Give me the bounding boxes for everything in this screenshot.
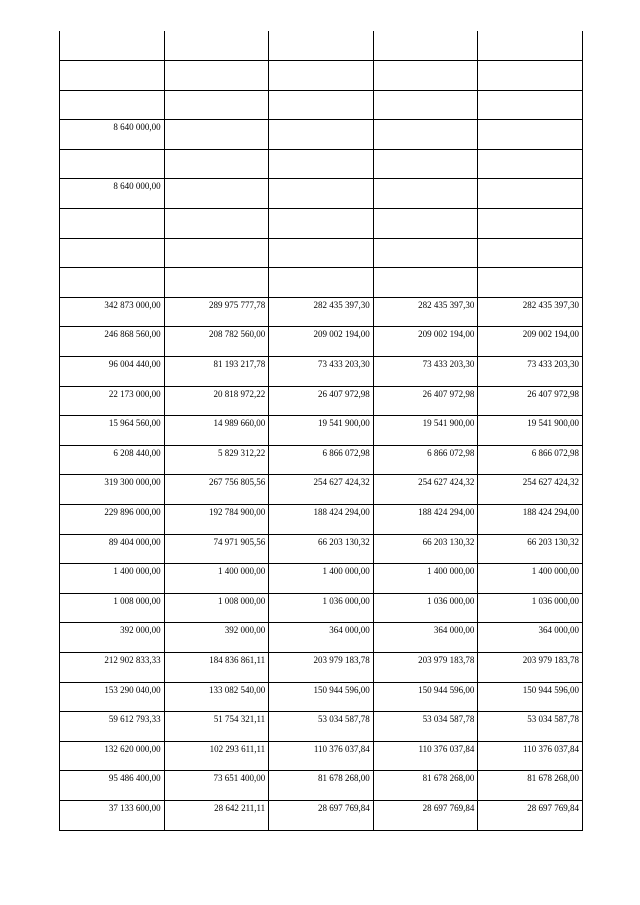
table-cell: 188 424 294,00 xyxy=(478,505,583,535)
table-cell: 73 433 203,30 xyxy=(478,357,583,387)
table-cell: 208 782 560,00 xyxy=(164,327,269,357)
table-cell: 282 435 397,30 xyxy=(478,297,583,327)
table-cell: 1 036 000,00 xyxy=(478,593,583,623)
table-row xyxy=(60,327,583,357)
table-cell: 59 612 793,33 xyxy=(60,712,165,742)
table-cell: 150 944 596,00 xyxy=(269,682,374,712)
table-cell: 66 203 130,32 xyxy=(269,534,374,564)
table-cell: 102 293 611,11 xyxy=(164,741,269,771)
table-row xyxy=(60,593,583,623)
table-cell: 53 034 587,78 xyxy=(269,712,374,742)
table-cell: 19 541 900,00 xyxy=(478,416,583,446)
table-cell: 1 400 000,00 xyxy=(373,564,478,594)
table-cell xyxy=(373,31,478,61)
table-cell: 14 989 660,00 xyxy=(164,416,269,446)
table-cell: 74 971 905,56 xyxy=(164,534,269,564)
table-cell: 212 902 833,33 xyxy=(60,652,165,682)
table-cell xyxy=(478,179,583,209)
table-cell: 96 004 440,00 xyxy=(60,357,165,387)
table-cell: 289 975 777,78 xyxy=(164,297,269,327)
table-cell: 364 000,00 xyxy=(269,623,374,653)
table-cell: 203 979 183,78 xyxy=(373,652,478,682)
table-row xyxy=(60,357,583,387)
table-cell: 8 640 000,00 xyxy=(60,120,165,150)
table-cell: 282 435 397,30 xyxy=(269,297,374,327)
table-cell: 192 784 900,00 xyxy=(164,505,269,535)
table-cell: 153 290 040,00 xyxy=(60,682,165,712)
table-row xyxy=(60,682,583,712)
table-cell: 1 400 000,00 xyxy=(164,564,269,594)
table-row xyxy=(60,534,583,564)
table-cell xyxy=(164,238,269,268)
table-cell: 26 407 972,98 xyxy=(269,386,374,416)
table-cell: 1 036 000,00 xyxy=(373,593,478,623)
table-cell: 254 627 424,32 xyxy=(478,475,583,505)
table-cell xyxy=(373,238,478,268)
table-row xyxy=(60,564,583,594)
table-cell: 150 944 596,00 xyxy=(478,682,583,712)
table-cell: 203 979 183,78 xyxy=(478,652,583,682)
table-cell xyxy=(373,120,478,150)
table-cell: 209 002 194,00 xyxy=(269,327,374,357)
table-cell: 188 424 294,00 xyxy=(269,505,374,535)
table-row xyxy=(60,90,583,120)
table-cell xyxy=(164,149,269,179)
table-cell: 319 300 000,00 xyxy=(60,475,165,505)
table-cell: 26 407 972,98 xyxy=(478,386,583,416)
table-row xyxy=(60,61,583,91)
table-cell xyxy=(269,31,374,61)
table-cell xyxy=(269,238,374,268)
table-cell: 209 002 194,00 xyxy=(373,327,478,357)
table-cell xyxy=(478,120,583,150)
table-cell: 19 541 900,00 xyxy=(269,416,374,446)
table-cell xyxy=(60,238,165,268)
table-cell: 6 866 072,98 xyxy=(269,445,374,475)
table-cell: 364 000,00 xyxy=(478,623,583,653)
table-cell xyxy=(60,268,165,298)
table-cell: 1 400 000,00 xyxy=(269,564,374,594)
table-row xyxy=(60,238,583,268)
table-cell: 188 424 294,00 xyxy=(373,505,478,535)
table-cell: 19 541 900,00 xyxy=(373,416,478,446)
table-cell xyxy=(478,61,583,91)
table-cell xyxy=(60,31,165,61)
table-row xyxy=(60,209,583,239)
table-cell xyxy=(164,268,269,298)
table-cell: 26 407 972,98 xyxy=(373,386,478,416)
table-cell: 81 193 217,78 xyxy=(164,357,269,387)
table-cell xyxy=(269,90,374,120)
table-cell: 53 034 587,78 xyxy=(478,712,583,742)
table-cell xyxy=(478,31,583,61)
table-cell: 73 433 203,30 xyxy=(373,357,478,387)
table-cell: 364 000,00 xyxy=(373,623,478,653)
table-cell xyxy=(164,120,269,150)
table-cell: 5 829 312,22 xyxy=(164,445,269,475)
table-cell xyxy=(478,238,583,268)
table-row xyxy=(60,31,583,61)
table-cell: 81 678 268,00 xyxy=(269,771,374,801)
table-cell: 66 203 130,32 xyxy=(478,534,583,564)
table-cell xyxy=(269,61,374,91)
table-cell: 1 400 000,00 xyxy=(478,564,583,594)
table-cell: 246 868 560,00 xyxy=(60,327,165,357)
table-cell: 203 979 183,78 xyxy=(269,652,374,682)
table-cell: 81 678 268,00 xyxy=(478,771,583,801)
table-cell: 22 173 000,00 xyxy=(60,386,165,416)
table-row xyxy=(60,741,583,771)
table-row xyxy=(60,149,583,179)
table-cell: 66 203 130,32 xyxy=(373,534,478,564)
table-cell: 6 866 072,98 xyxy=(478,445,583,475)
table-cell xyxy=(60,61,165,91)
table-cell xyxy=(164,31,269,61)
table-cell xyxy=(164,209,269,239)
table-cell: 73 651 400,00 xyxy=(164,771,269,801)
table-cell: 392 000,00 xyxy=(60,623,165,653)
table-row xyxy=(60,416,583,446)
table-cell: 37 133 600,00 xyxy=(60,800,165,830)
table-cell xyxy=(164,90,269,120)
table-cell: 150 944 596,00 xyxy=(373,682,478,712)
table-cell: 51 754 321,11 xyxy=(164,712,269,742)
table-cell: 392 000,00 xyxy=(164,623,269,653)
table-cell: 81 678 268,00 xyxy=(373,771,478,801)
table-cell: 209 002 194,00 xyxy=(478,327,583,357)
table-cell: 95 486 400,00 xyxy=(60,771,165,801)
table-cell: 1 036 000,00 xyxy=(269,593,374,623)
table-cell xyxy=(60,209,165,239)
table-cell: 6 208 440,00 xyxy=(60,445,165,475)
table-cell xyxy=(269,179,374,209)
table-cell: 267 756 805,56 xyxy=(164,475,269,505)
table-cell: 6 866 072,98 xyxy=(373,445,478,475)
table-row xyxy=(60,445,583,475)
table-row xyxy=(60,268,583,298)
table-cell: 282 435 397,30 xyxy=(373,297,478,327)
table-row xyxy=(60,771,583,801)
table-cell: 28 697 769,84 xyxy=(478,800,583,830)
table-cell xyxy=(164,61,269,91)
table-cell xyxy=(478,90,583,120)
table-cell: 133 082 540,00 xyxy=(164,682,269,712)
table-row xyxy=(60,712,583,742)
table-cell: 8 640 000,00 xyxy=(60,179,165,209)
table-cell xyxy=(60,90,165,120)
table-cell xyxy=(60,149,165,179)
table-cell xyxy=(269,268,374,298)
table-cell: 342 873 000,00 xyxy=(60,297,165,327)
table-row xyxy=(60,179,583,209)
table-cell: 73 433 203,30 xyxy=(269,357,374,387)
table-cell xyxy=(478,209,583,239)
financial-table-body xyxy=(60,31,583,830)
table-cell xyxy=(373,179,478,209)
table-cell xyxy=(373,61,478,91)
table-cell: 110 376 037,84 xyxy=(478,741,583,771)
table-row xyxy=(60,652,583,682)
table-cell xyxy=(269,149,374,179)
table-row xyxy=(60,297,583,327)
table-cell: 254 627 424,32 xyxy=(269,475,374,505)
table-row xyxy=(60,623,583,653)
table-cell: 28 697 769,84 xyxy=(269,800,374,830)
table-row xyxy=(60,120,583,150)
table-cell xyxy=(269,120,374,150)
table-cell: 15 964 560,00 xyxy=(60,416,165,446)
table-row xyxy=(60,800,583,830)
table-cell xyxy=(373,149,478,179)
table-cell xyxy=(478,268,583,298)
table-cell xyxy=(373,209,478,239)
table-cell: 110 376 037,84 xyxy=(269,741,374,771)
table-cell: 1 400 000,00 xyxy=(60,564,165,594)
financial-table xyxy=(59,31,583,831)
table-cell: 110 376 037,84 xyxy=(373,741,478,771)
table-cell xyxy=(269,209,374,239)
table-cell xyxy=(373,90,478,120)
table-cell: 28 697 769,84 xyxy=(373,800,478,830)
table-cell xyxy=(164,179,269,209)
table-cell: 28 642 211,11 xyxy=(164,800,269,830)
table-cell: 20 818 972,22 xyxy=(164,386,269,416)
table-cell: 229 896 000,00 xyxy=(60,505,165,535)
table-row xyxy=(60,505,583,535)
table-cell: 184 836 861,11 xyxy=(164,652,269,682)
table-row xyxy=(60,386,583,416)
table-cell: 53 034 587,78 xyxy=(373,712,478,742)
table-cell: 254 627 424,32 xyxy=(373,475,478,505)
table-cell: 89 404 000,00 xyxy=(60,534,165,564)
table-cell xyxy=(373,268,478,298)
table-cell: 1 008 000,00 xyxy=(164,593,269,623)
table-cell: 1 008 000,00 xyxy=(60,593,165,623)
table-cell: 132 620 000,00 xyxy=(60,741,165,771)
table-cell xyxy=(478,149,583,179)
table-row xyxy=(60,475,583,505)
